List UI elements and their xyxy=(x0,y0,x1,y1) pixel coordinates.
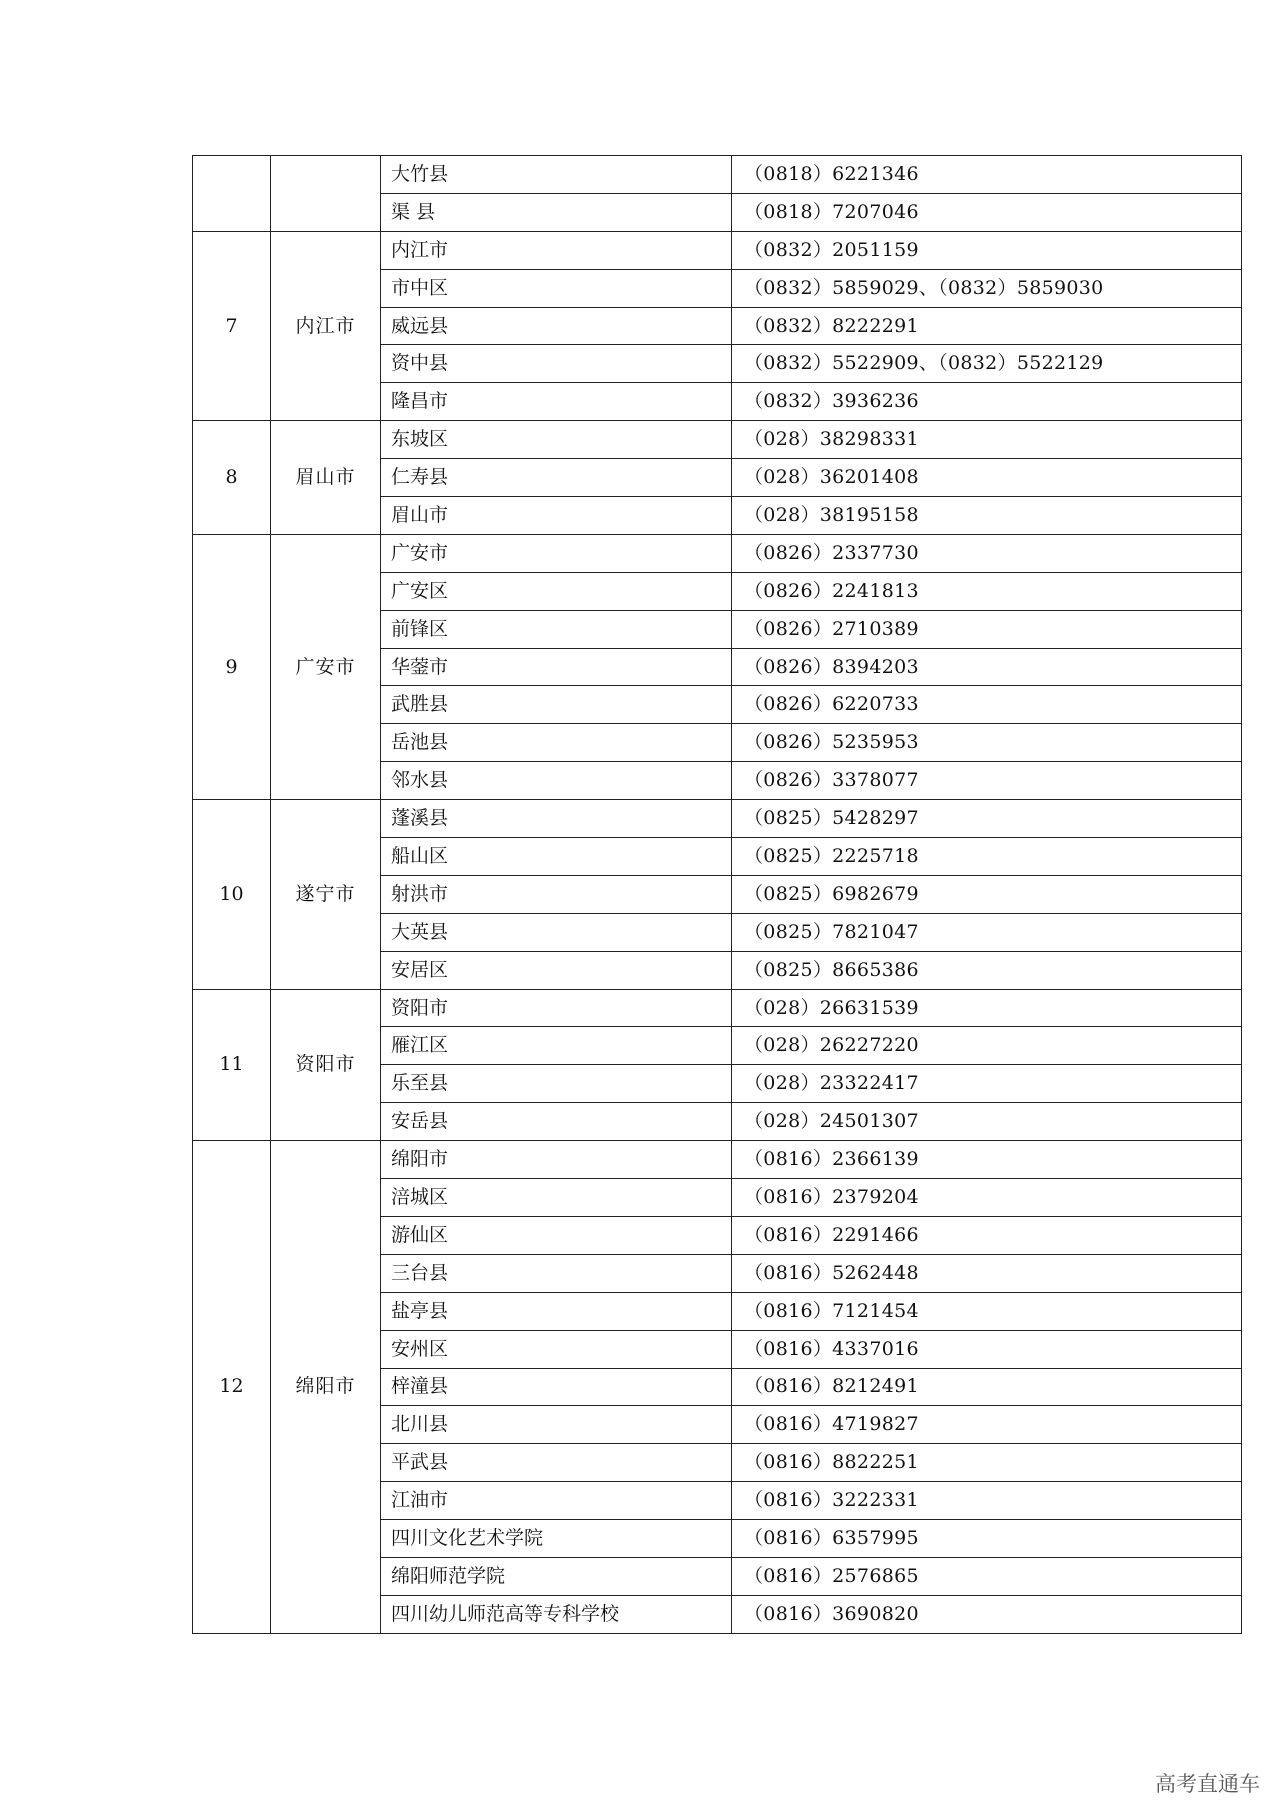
phone-number-cell: （0816）3690820 xyxy=(732,1595,1242,1633)
phone-number-cell: （0816）5262448 xyxy=(732,1254,1242,1292)
city-cell: 绵阳市 xyxy=(271,1141,381,1634)
unit-name-cell: 游仙区 xyxy=(381,1216,732,1254)
contact-table xyxy=(192,155,1242,1634)
phone-number-cell: （0832）5522909、（0832）5522129 xyxy=(732,345,1242,383)
city-cell: 眉山市 xyxy=(271,421,381,535)
unit-name-cell: 三台县 xyxy=(381,1254,732,1292)
group-number-cell xyxy=(193,156,271,232)
group-number-cell: 9 xyxy=(193,534,271,799)
watermark: 高考直通车 xyxy=(1155,1772,1260,1796)
unit-name-cell: 船山区 xyxy=(381,838,732,876)
phone-number-cell: （0825）6982679 xyxy=(732,875,1242,913)
table-row xyxy=(193,231,1242,269)
phone-number-cell: （0825）2225718 xyxy=(732,838,1242,876)
table-row xyxy=(193,421,1242,459)
city-cell xyxy=(271,156,381,232)
phone-number-cell: （0816）2379204 xyxy=(732,1179,1242,1217)
unit-name-cell: 内江市 xyxy=(381,231,732,269)
phone-number-cell: （028）38298331 xyxy=(732,421,1242,459)
city-cell: 广安市 xyxy=(271,534,381,799)
unit-name-cell: 射洪市 xyxy=(381,875,732,913)
city-cell: 资阳市 xyxy=(271,989,381,1141)
phone-number-cell: （0816）7121454 xyxy=(732,1292,1242,1330)
unit-name-cell: 华蓥市 xyxy=(381,648,732,686)
table-body xyxy=(193,156,1242,1634)
unit-name-cell: 四川幼儿师范高等专科学校 xyxy=(381,1595,732,1633)
unit-name-cell: 岳池县 xyxy=(381,724,732,762)
unit-name-cell: 雁江区 xyxy=(381,1027,732,1065)
phone-number-cell: （028）36201408 xyxy=(732,459,1242,497)
unit-name-cell: 安州区 xyxy=(381,1330,732,1368)
unit-name-cell: 平武县 xyxy=(381,1444,732,1482)
phone-number-cell: （028）26227220 xyxy=(732,1027,1242,1065)
table-row xyxy=(193,1141,1242,1179)
phone-number-cell: （0825）5428297 xyxy=(732,800,1242,838)
group-number-cell: 12 xyxy=(193,1141,271,1634)
phone-number-cell: （028）26631539 xyxy=(732,989,1242,1027)
phone-number-cell: （0818）6221346 xyxy=(732,156,1242,194)
phone-number-cell: （0825）8665386 xyxy=(732,951,1242,989)
unit-name-cell: 江油市 xyxy=(381,1482,732,1520)
unit-name-cell: 仁寿县 xyxy=(381,459,732,497)
phone-number-cell: （028）24501307 xyxy=(732,1103,1242,1141)
phone-number-cell: （0816）2291466 xyxy=(732,1216,1242,1254)
unit-name-cell: 四川文化艺术学院 xyxy=(381,1520,732,1558)
unit-name-cell: 安岳县 xyxy=(381,1103,732,1141)
unit-name-cell: 东坡区 xyxy=(381,421,732,459)
phone-number-cell: （0825）7821047 xyxy=(732,913,1242,951)
phone-number-cell: （0826）2241813 xyxy=(732,572,1242,610)
phone-number-cell: （0816）4337016 xyxy=(732,1330,1242,1368)
phone-number-cell: （0826）5235953 xyxy=(732,724,1242,762)
phone-number-cell: （0826）2710389 xyxy=(732,610,1242,648)
unit-name-cell: 蓬溪县 xyxy=(381,800,732,838)
phone-number-cell: （0832）8222291 xyxy=(732,307,1242,345)
unit-name-cell: 广安市 xyxy=(381,534,732,572)
table-row xyxy=(193,534,1242,572)
unit-name-cell: 梓潼县 xyxy=(381,1368,732,1406)
phone-number-cell: （0832）5859029、（0832）5859030 xyxy=(732,269,1242,307)
phone-number-cell: （0826）3378077 xyxy=(732,762,1242,800)
unit-name-cell: 大竹县 xyxy=(381,156,732,194)
group-number-cell: 7 xyxy=(193,231,271,420)
group-number-cell: 10 xyxy=(193,800,271,989)
unit-name-cell: 市中区 xyxy=(381,269,732,307)
phone-number-cell: （0816）2576865 xyxy=(732,1557,1242,1595)
group-number-cell: 8 xyxy=(193,421,271,535)
phone-number-cell: （0832）3936236 xyxy=(732,383,1242,421)
phone-number-cell: （0816）4719827 xyxy=(732,1406,1242,1444)
unit-name-cell: 隆昌市 xyxy=(381,383,732,421)
unit-name-cell: 涪城区 xyxy=(381,1179,732,1217)
phone-number-cell: （0816）8822251 xyxy=(732,1444,1242,1482)
table-row xyxy=(193,989,1242,1027)
phone-number-cell: （0826）2337730 xyxy=(732,534,1242,572)
unit-name-cell: 威远县 xyxy=(381,307,732,345)
unit-name-cell: 武胜县 xyxy=(381,686,732,724)
phone-number-cell: （0832）2051159 xyxy=(732,231,1242,269)
unit-name-cell: 绵阳师范学院 xyxy=(381,1557,732,1595)
unit-name-cell: 乐至县 xyxy=(381,1065,732,1103)
unit-name-cell: 大英县 xyxy=(381,913,732,951)
table-row xyxy=(193,156,1242,194)
phone-number-cell: （028）23322417 xyxy=(732,1065,1242,1103)
unit-name-cell: 盐亭县 xyxy=(381,1292,732,1330)
phone-number-cell: （0816）2366139 xyxy=(732,1141,1242,1179)
unit-name-cell: 北川县 xyxy=(381,1406,732,1444)
city-cell: 内江市 xyxy=(271,231,381,420)
unit-name-cell: 资中县 xyxy=(381,345,732,383)
unit-name-cell: 绵阳市 xyxy=(381,1141,732,1179)
unit-name-cell: 广安区 xyxy=(381,572,732,610)
unit-name-cell: 渠 县 xyxy=(381,193,732,231)
phone-number-cell: （028）38195158 xyxy=(732,497,1242,535)
phone-number-cell: （0816）6357995 xyxy=(732,1520,1242,1558)
unit-name-cell: 资阳市 xyxy=(381,989,732,1027)
phone-number-cell: （0816）3222331 xyxy=(732,1482,1242,1520)
group-number-cell: 11 xyxy=(193,989,271,1141)
phone-number-cell: （0826）8394203 xyxy=(732,648,1242,686)
unit-name-cell: 前锋区 xyxy=(381,610,732,648)
phone-number-cell: （0818）7207046 xyxy=(732,193,1242,231)
phone-number-cell: （0826）6220733 xyxy=(732,686,1242,724)
unit-name-cell: 安居区 xyxy=(381,951,732,989)
unit-name-cell: 邻水县 xyxy=(381,762,732,800)
table-row xyxy=(193,800,1242,838)
phone-number-cell: （0816）8212491 xyxy=(732,1368,1242,1406)
city-cell: 遂宁市 xyxy=(271,800,381,989)
unit-name-cell: 眉山市 xyxy=(381,497,732,535)
